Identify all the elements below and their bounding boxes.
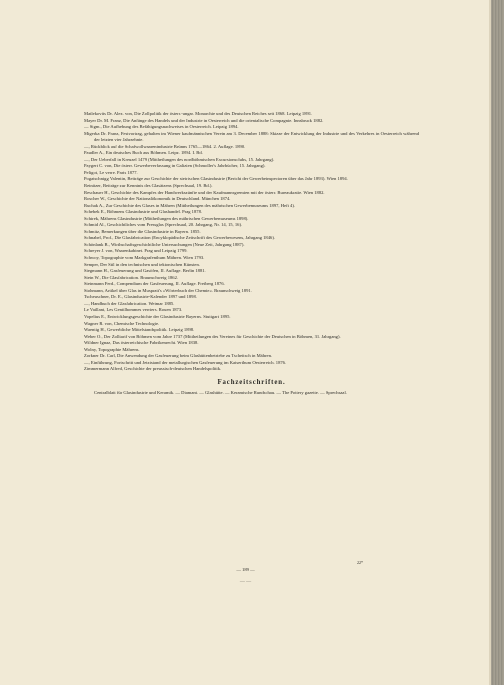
bibliography-entry: — Sigm., Die Aufhebung des Befähigungsnachweises in Oesterreich. Leipzig 1894. <box>84 124 239 130</box>
page-edge <box>491 0 504 685</box>
bibliography-entry: Paudler A., Ein deutsches Buch aus Böhmen. Leipz. 1894. I. Bd. <box>84 150 203 156</box>
bibliography-content <box>84 111 419 397</box>
bibliography-entry: Peligot, Le verre. Paris 1877. <box>84 169 138 175</box>
bibliography-entry: Schnabel, Prof., Die Glasfabrication (Encyklopädische Zeitschrift des Gewerbewesens, Jahrgang 1846). <box>84 235 276 241</box>
section-heading: Fachzeitschriften. <box>217 378 286 386</box>
bibliography-entry: Schebek E., Böhmens Glasindustrie und Glashandel. Prag 1878. <box>84 209 203 215</box>
bibliography-entry: Vopelius E., Entwicklungsgeschichte der Glasindustrie Bayerns. Stuttgart 1895. <box>84 313 231 319</box>
bibliography-entry: Schmid Al., Geschichtliches vom Pressglas (Sprechsaal, 20. Jahrgang, Nr. 14, 15, 16). <box>84 222 243 228</box>
bibliography-entry: Tscheuschner, Dr. E., Glasindustrie-Kalender 1897 und 1898. <box>84 294 197 300</box>
bibliography-entry: —, Handbuch der Glasfabrication. Weimar 1885. <box>84 300 175 306</box>
bibliography-entry: Zimmermann Alfred, Geschichte der preussisch-deutschen Handelspolitik. <box>84 366 222 372</box>
bibliography-list <box>84 111 419 373</box>
bibliography-entry: Semper, Der Stil in den technischen und tektonischen Künsten. <box>84 261 200 267</box>
page-number: — 189 — <box>236 567 255 572</box>
bibliography-entry: Ruchak A., Zur Geschichte des Glases in Mähren (Mittheilungen des mährischen Gewerbemuseums 1897, Heft 4). <box>84 202 296 208</box>
bibliography-entry: Le Vaillant, Les Gentilhommes verriers. Rouen 1873. <box>84 307 183 313</box>
bibliography-entry: Steinmann Ferd., Compendium der Gasfeuerung, II. Auflage. Freiberg 1876. <box>84 281 225 287</box>
bibliography-entry: Schirek, Mährens Glasindustrie (Mittheilungen des mährischen Gewerbemuseums 1898). <box>84 215 249 221</box>
bottom-ornament: — — <box>239 580 252 585</box>
bibliography-entry: Schwoy, Topographie vom Markgrafenthum Mähren. Wien 1793. <box>84 255 205 261</box>
bibliography-entry: Schmitz, Bemerkungen über die Glasindustrie in Bayern. 1855. <box>84 228 201 234</box>
bibliography-entry: Wolny, Topographie Mährens. <box>84 346 140 352</box>
bibliography-entry: Schreyer J. von, Waarenkabinet. Prag und Leipzig 1799. <box>84 248 188 254</box>
bibliography-entry: Stohmann, Artikel über Glas in Muspratt's »Wörterbuch der Chemie«. Braunschweig 1891. <box>84 287 252 293</box>
bibliography-entry: —, Der Ueberfall in Kreuzel 1479 (Mittheilungen des nordböhmischen Excursionsclubs, 15. Jahrgang). <box>84 156 275 162</box>
bibliography-entry: Mayer Dr. M. Franz, Die Anfänge des Handels und der Industrie in Oesterreich und die orientalische Compagnie. Innsbruck 1882. <box>84 117 324 123</box>
bibliography-entry: Reschauer H., Geschichte des Kampfes der Handwerkszünfte und der Kaufmannsgremien mit der österr. Bureaukratie. Wien 1882. <box>84 189 325 195</box>
signature-mark: 22* <box>357 560 363 565</box>
bibliography-entry: Stein W., Die Glasfabrication. Braunschweig 1862. <box>84 274 179 280</box>
bibliography-entry: Wagner R. von, Chemische Technologie. <box>84 320 160 326</box>
bibliography-entry: —, Rückblick auf die Schafwollwaarenindustrie Brünns 1765—1864. 2. Auflage. 1890. <box>84 143 246 149</box>
bibliography-entry: Waentig H., Gewerbliche Mittelstandspolitik. Leipzig 1898. <box>84 327 195 333</box>
bibliography-entry: —, Einführung, Fortschritt und Jetztstand der metallurgischen Gasfeuerung im Kaiserthum Oesterreich. 1876. <box>84 359 287 365</box>
periodicals-paragraph: Centralblatt für Glasindustrie und Keramik. — Diamant. — Glashütte. — Keramische Rundschau. — The Pottery gazette. — Sprechsaal. <box>94 390 347 396</box>
bibliography-entry: Matlekovits Dr. Alex. von, Die Zollpolitik der österr.-ungar. Monarchie und des Deutschen Reiches seit 1868. Leipzig 1891. <box>84 111 313 116</box>
bibliography-entry: Migerka Dr. Franz, Festvortrag, gehalten im Wiener kaufmännischen Verein am 3. December 1888: Skizze der Entwicklung der Industrie und des Verkehres in Oesterreich während der letzten vier Jahrzehnte. <box>84 130 419 143</box>
bibliography-entry: Zorkner Dr. Carl, Die Anwendung der Gasfeuerung beim Glashüttenbetriebe zu Tscheitsch in Mähren. <box>84 353 273 359</box>
bibliography-entry: Wildner Ignaz, Das österreichische Fabrikenrecht. Wien 1838. <box>84 340 199 346</box>
bibliography-entry: Siegmann H., Gasfeuerung und Gasöfen, II. Auflage. Berlin 1881. <box>84 268 206 274</box>
bibliography-entry: Reinitzer, Beiträge zur Kenntnis des Glasätzens (Sprechsaal, 19. Bd.). <box>84 183 213 189</box>
bibliography-entry: Paygert C. von, Die österr. Gewerbeverfassung in Galizien (Schmoller's Jahrbücher, 15. Jahrgang). <box>84 163 266 169</box>
bibliography-entry: Pogatschnigg Valentin, Beiträge zur Geschichte der steirischen Glasindustrie (Bericht der Gewerbeinspectoren über das Jahr 1893). Wien 1894. <box>84 176 348 182</box>
bibliography-entry: Roscher W., Geschichte der Nationalökonomik in Deutschland. München 1874. <box>84 196 231 202</box>
bibliography-entry: Schönlank B., Wirthschaftsgeschichtliche Untersuchungen (Neue Zeit, Jahrgang 1887). <box>84 241 245 247</box>
bibliography-entry: Weber O., Der Zolltarif von Böhmen vom Jahre 1737 (Mittheilungen des Vereines für Geschichte der Deutschen in Böhmen, 31. Jahrgang). <box>84 333 341 339</box>
